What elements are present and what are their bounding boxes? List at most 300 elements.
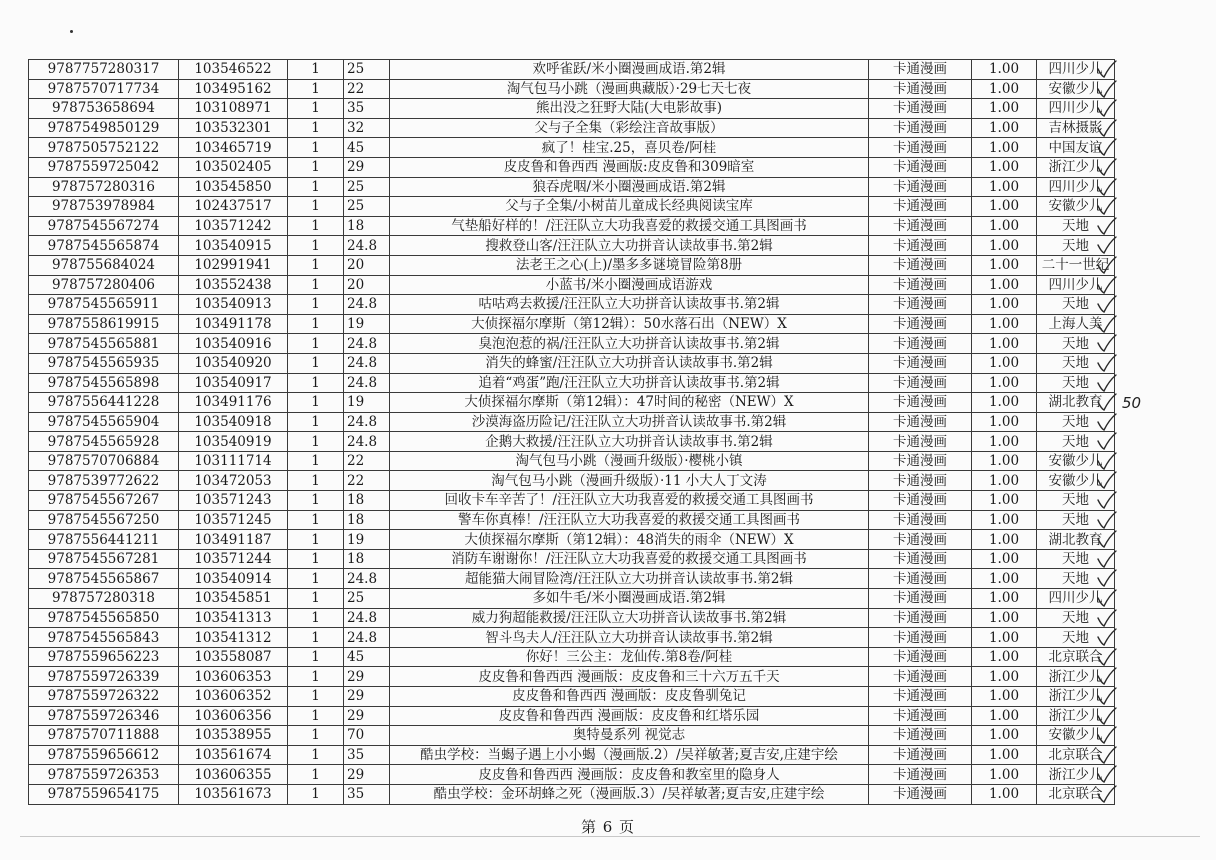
- category-cell: 卡通漫画: [869, 726, 972, 746]
- title-cell: 酷虫学校：金环胡蜂之死（漫画版.3）/吴祥敏著;夏吉安,庄建宇绘: [390, 784, 869, 804]
- category-cell: 卡通漫画: [869, 667, 972, 687]
- discount-cell: 1.00: [972, 628, 1037, 648]
- category-cell: 卡通漫画: [869, 589, 972, 609]
- category-cell: 卡通漫画: [869, 79, 972, 99]
- item-code-cell: 103495162: [179, 79, 288, 99]
- quantity-cell: 1: [288, 138, 344, 158]
- price-cell: 18: [344, 510, 390, 530]
- check-mark-icon: [1096, 785, 1116, 803]
- quantity-cell: 1: [288, 412, 344, 432]
- publisher-cell: 浙江少儿: [1037, 765, 1115, 785]
- item-code-cell: 103546522: [179, 60, 288, 80]
- table-row: [29, 628, 1115, 648]
- check-mark-icon: [1096, 648, 1116, 666]
- quantity-cell: 1: [288, 236, 344, 256]
- isbn-cell: 9787545565881: [29, 334, 179, 354]
- quantity-cell: 1: [288, 451, 344, 471]
- title-cell: 酷虫学校：当蝎子遇上小小蝎（漫画版.2）/吴祥敏著;夏吉安,庄建宇绘: [390, 745, 869, 765]
- quantity-cell: 1: [288, 706, 344, 726]
- isbn-cell: 9787559726353: [29, 765, 179, 785]
- title-cell: 沙漠海盗历险记/汪汪队立大功拼音认读故事书.第2辑: [390, 412, 869, 432]
- check-mark-icon: [1096, 80, 1116, 98]
- price-cell: 35: [344, 784, 390, 804]
- table-row: [29, 451, 1115, 471]
- check-mark-icon: [1096, 256, 1116, 274]
- publisher-cell: 天地: [1037, 432, 1115, 452]
- quantity-cell: 1: [288, 628, 344, 648]
- item-code-cell: 103540920: [179, 353, 288, 373]
- price-cell: 24.8: [344, 412, 390, 432]
- table-row: [29, 491, 1115, 511]
- quantity-cell: 1: [288, 687, 344, 707]
- table-row: [29, 687, 1115, 707]
- isbn-cell: 9787545565850: [29, 608, 179, 628]
- category-cell: 卡通漫画: [869, 628, 972, 648]
- price-cell: 20: [344, 255, 390, 275]
- price-cell: 29: [344, 765, 390, 785]
- price-cell: 45: [344, 138, 390, 158]
- isbn-cell: 9787556441228: [29, 393, 179, 413]
- check-mark-icon: [1096, 707, 1116, 725]
- discount-cell: 1.00: [972, 177, 1037, 197]
- category-cell: 卡通漫画: [869, 157, 972, 177]
- check-mark-icon: [1096, 276, 1116, 294]
- quantity-cell: 1: [288, 471, 344, 491]
- item-code-cell: 103540915: [179, 236, 288, 256]
- discount-cell: 1.00: [972, 706, 1037, 726]
- publisher-cell: 天地: [1037, 412, 1115, 432]
- price-cell: 24.8: [344, 569, 390, 589]
- price-cell: 22: [344, 451, 390, 471]
- discount-cell: 1.00: [972, 236, 1037, 256]
- publisher-cell: 四川少儿: [1037, 60, 1115, 80]
- publisher-cell: 北京联合: [1037, 745, 1115, 765]
- isbn-cell: 978757280318: [29, 589, 179, 609]
- price-cell: 24.8: [344, 628, 390, 648]
- publisher-cell: 天地: [1037, 353, 1115, 373]
- isbn-cell: 9787539772622: [29, 471, 179, 491]
- table-row: [29, 334, 1115, 354]
- category-cell: 卡通漫画: [869, 451, 972, 471]
- isbn-cell: 978757280406: [29, 275, 179, 295]
- category-cell: 卡通漫画: [869, 295, 972, 315]
- item-code-cell: 103111714: [179, 451, 288, 471]
- title-cell: 追着“鸡蛋”跑/汪汪队立大功拼音认读故事书.第2辑: [390, 373, 869, 393]
- category-cell: 卡通漫画: [869, 138, 972, 158]
- category-cell: 卡通漫画: [869, 236, 972, 256]
- publisher-cell: 天地: [1037, 236, 1115, 256]
- check-mark-icon: [1096, 295, 1116, 313]
- discount-cell: 1.00: [972, 138, 1037, 158]
- title-cell: 消失的蜂蜜/汪汪队立大功拼音认读故事书.第2辑: [390, 353, 869, 373]
- item-code-cell: 103540918: [179, 412, 288, 432]
- category-cell: 卡通漫画: [869, 275, 972, 295]
- check-mark-icon: [1096, 119, 1116, 137]
- quantity-cell: 1: [288, 432, 344, 452]
- check-mark-icon: [1096, 569, 1116, 587]
- quantity-cell: 1: [288, 118, 344, 138]
- table-row: [29, 275, 1115, 295]
- publisher-cell: 中国友谊: [1037, 138, 1115, 158]
- publisher-cell: 安徽少儿: [1037, 79, 1115, 99]
- item-code-cell: 103491178: [179, 314, 288, 334]
- item-code-cell: 103561673: [179, 784, 288, 804]
- isbn-cell: 9787570717734: [29, 79, 179, 99]
- check-mark-icon: [1096, 511, 1116, 529]
- discount-cell: 1.00: [972, 471, 1037, 491]
- quantity-cell: 1: [288, 314, 344, 334]
- book-list-sheet: [28, 59, 1114, 805]
- isbn-cell: 9787545565904: [29, 412, 179, 432]
- title-cell: 小蓝书/米小圈漫画成语游戏: [390, 275, 869, 295]
- publisher-cell: 四川少儿: [1037, 177, 1115, 197]
- discount-cell: 1.00: [972, 353, 1037, 373]
- item-code-cell: 103606353: [179, 667, 288, 687]
- price-cell: 20: [344, 275, 390, 295]
- title-cell: 淘气包马小跳（漫画升级版）·樱桃小镇: [390, 451, 869, 471]
- isbn-cell: 9787559656612: [29, 745, 179, 765]
- table-row: [29, 412, 1115, 432]
- price-cell: 25: [344, 197, 390, 217]
- isbn-cell: 978757280316: [29, 177, 179, 197]
- book-list-table: [28, 59, 1115, 805]
- table-row: [29, 745, 1115, 765]
- category-cell: 卡通漫画: [869, 353, 972, 373]
- isbn-cell: 9787505752122: [29, 138, 179, 158]
- check-mark-icon: [1096, 217, 1116, 235]
- category-cell: 卡通漫画: [869, 706, 972, 726]
- item-code-cell: 103540917: [179, 373, 288, 393]
- price-cell: 24.8: [344, 432, 390, 452]
- discount-cell: 1.00: [972, 784, 1037, 804]
- price-cell: 18: [344, 216, 390, 236]
- item-code-cell: 103465719: [179, 138, 288, 158]
- table-row: [29, 706, 1115, 726]
- check-mark-icon: [1096, 60, 1116, 78]
- publisher-cell: 北京联合: [1037, 784, 1115, 804]
- discount-cell: 1.00: [972, 647, 1037, 667]
- discount-cell: 1.00: [972, 373, 1037, 393]
- table-row: [29, 647, 1115, 667]
- category-cell: 卡通漫画: [869, 491, 972, 511]
- publisher-cell: 天地: [1037, 216, 1115, 236]
- check-mark-icon: [1096, 746, 1116, 764]
- price-cell: 24.8: [344, 373, 390, 393]
- check-mark-icon: [1096, 138, 1116, 156]
- scan-speck: [70, 30, 73, 33]
- price-cell: 25: [344, 60, 390, 80]
- publisher-cell: 天地: [1037, 549, 1115, 569]
- publisher-cell: 浙江少儿: [1037, 706, 1115, 726]
- isbn-cell: 978755684024: [29, 255, 179, 275]
- table-row: [29, 216, 1115, 236]
- discount-cell: 1.00: [972, 79, 1037, 99]
- price-cell: 24.8: [344, 608, 390, 628]
- table-row: [29, 393, 1115, 413]
- publisher-cell: 四川少儿: [1037, 99, 1115, 119]
- publisher-cell: 吉林摄影: [1037, 118, 1115, 138]
- publisher-cell: 浙江少儿: [1037, 687, 1115, 707]
- discount-cell: 1.00: [972, 295, 1037, 315]
- table-row: [29, 79, 1115, 99]
- price-cell: 29: [344, 706, 390, 726]
- discount-cell: 1.00: [972, 393, 1037, 413]
- price-cell: 22: [344, 79, 390, 99]
- check-mark-icon: [1096, 765, 1116, 783]
- quantity-cell: 1: [288, 99, 344, 119]
- item-code-cell: 102437517: [179, 197, 288, 217]
- table-row: [29, 432, 1115, 452]
- quantity-cell: 1: [288, 569, 344, 589]
- title-cell: 威力狗超能救援/汪汪队立大功拼音认读故事书.第2辑: [390, 608, 869, 628]
- category-cell: 卡通漫画: [869, 432, 972, 452]
- check-mark-icon: [1096, 530, 1116, 548]
- item-code-cell: 103491176: [179, 393, 288, 413]
- table-row: [29, 99, 1115, 119]
- publisher-cell: 上海人美: [1037, 314, 1115, 334]
- category-cell: 卡通漫画: [869, 510, 972, 530]
- check-mark-icon: [1096, 432, 1116, 450]
- table-row: [29, 589, 1115, 609]
- quantity-cell: 1: [288, 79, 344, 99]
- item-code-cell: 103532301: [179, 118, 288, 138]
- quantity-cell: 1: [288, 667, 344, 687]
- title-cell: 淘气包马小跳（漫画典藏版）·29七天七夜: [390, 79, 869, 99]
- quantity-cell: 1: [288, 726, 344, 746]
- check-mark-icon: [1096, 178, 1116, 196]
- isbn-cell: 978753658694: [29, 99, 179, 119]
- isbn-cell: 9787559726322: [29, 687, 179, 707]
- isbn-cell: 9787545567274: [29, 216, 179, 236]
- title-cell: 咕咕鸡去救援/汪汪队立大功拼音认读故事书.第2辑: [390, 295, 869, 315]
- table-row: [29, 667, 1115, 687]
- check-mark-icon: [1096, 726, 1116, 744]
- publisher-cell: 安徽少儿: [1037, 197, 1115, 217]
- check-mark-icon: [1096, 334, 1116, 352]
- table-row: [29, 157, 1115, 177]
- isbn-cell: 9787757280317: [29, 60, 179, 80]
- publisher-cell: 天地: [1037, 608, 1115, 628]
- category-cell: 卡通漫画: [869, 471, 972, 491]
- price-cell: 25: [344, 177, 390, 197]
- title-cell: 智斗鸟夫人/汪汪队立大功拼音认读故事书.第2辑: [390, 628, 869, 648]
- discount-cell: 1.00: [972, 432, 1037, 452]
- price-cell: 24.8: [344, 334, 390, 354]
- handwritten-margin-note: 50: [1122, 394, 1142, 412]
- publisher-cell: 天地: [1037, 491, 1115, 511]
- price-cell: 45: [344, 647, 390, 667]
- check-mark-icon: [1096, 491, 1116, 509]
- item-code-cell: 103538955: [179, 726, 288, 746]
- title-cell: 淘气包马小跳（漫画升级版）·11 小大人丁文涛: [390, 471, 869, 491]
- isbn-cell: 9787559656223: [29, 647, 179, 667]
- check-mark-icon: [1096, 393, 1116, 411]
- quantity-cell: 1: [288, 647, 344, 667]
- category-cell: 卡通漫画: [869, 569, 972, 589]
- book-rows: [29, 60, 1115, 805]
- discount-cell: 1.00: [972, 60, 1037, 80]
- category-cell: 卡通漫画: [869, 647, 972, 667]
- title-cell: 臭泡泡惹的祸/汪汪队立大功拼音认读故事书.第2辑: [390, 334, 869, 354]
- discount-cell: 1.00: [972, 157, 1037, 177]
- item-code-cell: 103571244: [179, 549, 288, 569]
- table-row: [29, 471, 1115, 491]
- price-cell: 19: [344, 393, 390, 413]
- discount-cell: 1.00: [972, 549, 1037, 569]
- item-code-cell: 103540916: [179, 334, 288, 354]
- table-row: [29, 177, 1115, 197]
- isbn-cell: 9787545565911: [29, 295, 179, 315]
- title-cell: 皮皮鲁和鲁西西 漫画版：皮皮鲁和红塔乐园: [390, 706, 869, 726]
- category-cell: 卡通漫画: [869, 216, 972, 236]
- quantity-cell: 1: [288, 393, 344, 413]
- title-cell: 搜救登山客/汪汪队立大功拼音认读故事书.第2辑: [390, 236, 869, 256]
- table-row: [29, 549, 1115, 569]
- isbn-cell: 978753978984: [29, 197, 179, 217]
- table-row: [29, 530, 1115, 550]
- title-cell: 大侦探福尔摩斯（第12辑）：48消失的雨伞（NEW）X: [390, 530, 869, 550]
- title-cell: 皮皮鲁和鲁西西 漫画版：皮皮鲁驯兔记: [390, 687, 869, 707]
- discount-cell: 1.00: [972, 608, 1037, 628]
- title-cell: 大侦探福尔摩斯（第12辑）：47时间的秘密（NEW）X: [390, 393, 869, 413]
- isbn-cell: 9787545567267: [29, 491, 179, 511]
- price-cell: 29: [344, 157, 390, 177]
- table-row: [29, 138, 1115, 158]
- category-cell: 卡通漫画: [869, 60, 972, 80]
- quantity-cell: 1: [288, 589, 344, 609]
- title-cell: 狼吞虎咽/米小圈漫画成语.第2辑: [390, 177, 869, 197]
- table-row: [29, 608, 1115, 628]
- price-cell: 24.8: [344, 295, 390, 315]
- category-cell: 卡通漫画: [869, 393, 972, 413]
- publisher-cell: 湖北教育: [1037, 393, 1115, 413]
- item-code-cell: 103571243: [179, 491, 288, 511]
- discount-cell: 1.00: [972, 314, 1037, 334]
- table-row: [29, 510, 1115, 530]
- category-cell: 卡通漫画: [869, 197, 972, 217]
- check-mark-icon: [1096, 687, 1116, 705]
- category-cell: 卡通漫画: [869, 608, 972, 628]
- item-code-cell: 103540913: [179, 295, 288, 315]
- quantity-cell: 1: [288, 549, 344, 569]
- price-cell: 24.8: [344, 353, 390, 373]
- price-cell: 32: [344, 118, 390, 138]
- category-cell: 卡通漫画: [869, 784, 972, 804]
- category-cell: 卡通漫画: [869, 373, 972, 393]
- publisher-cell: 天地: [1037, 510, 1115, 530]
- category-cell: 卡通漫画: [869, 765, 972, 785]
- isbn-cell: 9787545565898: [29, 373, 179, 393]
- publisher-cell: 安徽少儿: [1037, 451, 1115, 471]
- price-cell: 29: [344, 687, 390, 707]
- discount-cell: 1.00: [972, 216, 1037, 236]
- title-cell: 你好！三公主：龙仙传.第8卷/阿桂: [390, 647, 869, 667]
- title-cell: 父与子全集（彩绘注音故事版）: [390, 118, 869, 138]
- title-cell: 超能猫大闹冒险湾/汪汪队立大功拼音认读故事书.第2辑: [390, 569, 869, 589]
- quantity-cell: 1: [288, 353, 344, 373]
- quantity-cell: 1: [288, 530, 344, 550]
- discount-cell: 1.00: [972, 255, 1037, 275]
- discount-cell: 1.00: [972, 99, 1037, 119]
- check-mark-icon: [1096, 413, 1116, 431]
- check-mark-icon: [1096, 315, 1116, 333]
- item-code-cell: 103540919: [179, 432, 288, 452]
- check-mark-icon: [1096, 609, 1116, 627]
- isbn-cell: 9787545567250: [29, 510, 179, 530]
- discount-cell: 1.00: [972, 275, 1037, 295]
- publisher-cell: 北京联合: [1037, 647, 1115, 667]
- discount-cell: 1.00: [972, 667, 1037, 687]
- quantity-cell: 1: [288, 510, 344, 530]
- title-cell: 消防车谢谢你！/汪汪队立大功我喜爱的救援交通工具图画书: [390, 549, 869, 569]
- item-code-cell: 103108971: [179, 99, 288, 119]
- item-code-cell: 103541312: [179, 628, 288, 648]
- category-cell: 卡通漫画: [869, 530, 972, 550]
- quantity-cell: 1: [288, 334, 344, 354]
- item-code-cell: 103545851: [179, 589, 288, 609]
- discount-cell: 1.00: [972, 726, 1037, 746]
- isbn-cell: 9787556441211: [29, 530, 179, 550]
- title-cell: 皮皮鲁和鲁西西 漫画版：皮皮鲁和教室里的隐身人: [390, 765, 869, 785]
- price-cell: 35: [344, 99, 390, 119]
- check-mark-icon: [1096, 667, 1116, 685]
- quantity-cell: 1: [288, 295, 344, 315]
- page-number: 第 6 页: [580, 818, 636, 836]
- table-row: [29, 295, 1115, 315]
- quantity-cell: 1: [288, 216, 344, 236]
- discount-cell: 1.00: [972, 197, 1037, 217]
- item-code-cell: 103571242: [179, 216, 288, 236]
- table-row: [29, 569, 1115, 589]
- publisher-cell: 二十一世纪: [1037, 255, 1115, 275]
- category-cell: 卡通漫画: [869, 118, 972, 138]
- check-mark-icon: [1096, 471, 1116, 489]
- isbn-cell: 9787545567281: [29, 549, 179, 569]
- check-mark-icon: [1096, 589, 1116, 607]
- isbn-cell: 9787558619915: [29, 314, 179, 334]
- publisher-cell: 天地: [1037, 628, 1115, 648]
- table-row: [29, 197, 1115, 217]
- title-cell: 法老王之心(上)/墨多多谜境冒险第8册: [390, 255, 869, 275]
- publisher-cell: 湖北教育: [1037, 530, 1115, 550]
- discount-cell: 1.00: [972, 589, 1037, 609]
- category-cell: 卡通漫画: [869, 99, 972, 119]
- isbn-cell: 9787545565874: [29, 236, 179, 256]
- quantity-cell: 1: [288, 745, 344, 765]
- publisher-cell: 天地: [1037, 373, 1115, 393]
- item-code-cell: 103472053: [179, 471, 288, 491]
- discount-cell: 1.00: [972, 687, 1037, 707]
- publisher-cell: 四川少儿: [1037, 275, 1115, 295]
- category-cell: 卡通漫画: [869, 334, 972, 354]
- table-row: [29, 726, 1115, 746]
- quantity-cell: 1: [288, 60, 344, 80]
- title-cell: 皮皮鲁和鲁西西 漫画版：皮皮鲁和三十六万五千天: [390, 667, 869, 687]
- price-cell: 22: [344, 471, 390, 491]
- price-cell: 18: [344, 491, 390, 511]
- check-mark-icon: [1096, 99, 1116, 117]
- title-cell: 皮皮鲁和鲁西西 漫画版:皮皮鲁和309暗室: [390, 157, 869, 177]
- check-mark-icon: [1096, 158, 1116, 176]
- quantity-cell: 1: [288, 765, 344, 785]
- category-cell: 卡通漫画: [869, 549, 972, 569]
- price-cell: 35: [344, 745, 390, 765]
- item-code-cell: 103606355: [179, 765, 288, 785]
- isbn-cell: 9787559725042: [29, 157, 179, 177]
- item-code-cell: 103502405: [179, 157, 288, 177]
- item-code-cell: 103541313: [179, 608, 288, 628]
- check-mark-icon: [1096, 354, 1116, 372]
